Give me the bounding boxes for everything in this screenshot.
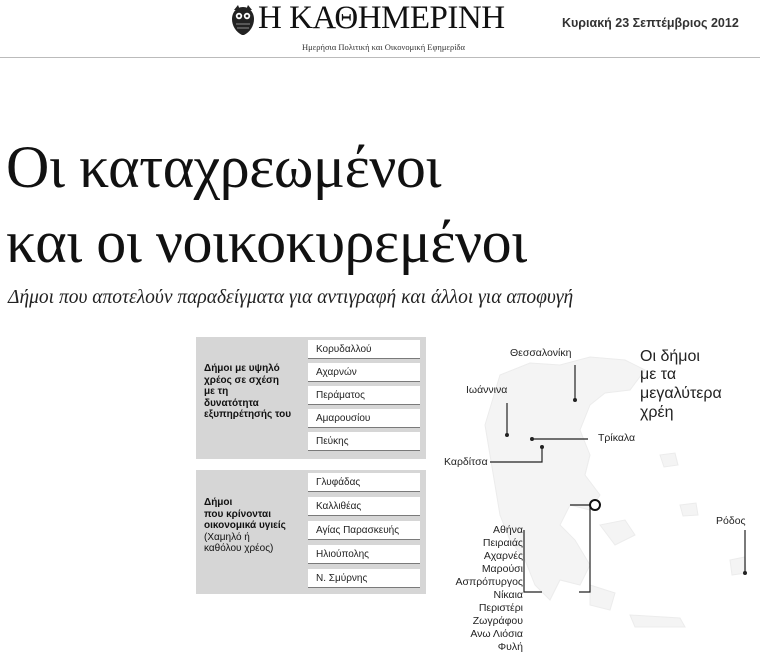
municipality-cell: Πεύκης xyxy=(308,432,420,451)
map-title-line: μεγαλύτερα xyxy=(640,385,722,402)
municipality-cell: Αχαρνών xyxy=(308,363,420,382)
city-label-trikala: Τρίκαλα xyxy=(598,432,636,444)
headline-line-2: και οι νοικοκυρεμένοι xyxy=(6,209,527,275)
newspaper-title: Η ΚΑΘΗΜΕΡΙΝΗ xyxy=(258,0,505,36)
municipality-cell: Αγίας Παρασκευής xyxy=(308,521,420,540)
city-label-karditsa: Καρδίτσα xyxy=(444,456,488,468)
high-debt-label: Δήμοι με υψηλό χρέος σε σχέση με τη δυνατότητα εξυπηρέτησής του xyxy=(204,363,292,420)
city-label-thessaloniki: Θεσσαλονίκη xyxy=(510,347,572,359)
municipality-cell: Κορυδαλλού xyxy=(308,340,420,359)
masthead-divider xyxy=(0,57,760,58)
attica-municipality: Περιστέρι xyxy=(478,602,523,614)
issue-date: Κυριακή 23 Σεπτέμβριος 2012 xyxy=(562,16,739,30)
municipality-cell: Καλλιθέας xyxy=(308,497,420,516)
city-label-ioannina: Ιωάννινα xyxy=(466,384,508,396)
municipality-cell: Ηλιούπολης xyxy=(308,545,420,564)
municipality-cell: Γλυφάδας xyxy=(308,473,420,492)
owl-logo-icon xyxy=(228,4,258,38)
attica-municipality: Αθήνα xyxy=(492,524,523,536)
attica-municipality: Ασπρόπυργος xyxy=(455,576,523,588)
attica-municipality: Πειραιάς xyxy=(482,537,523,549)
municipality-cell: Ν. Σμύρνης xyxy=(308,569,420,588)
attica-municipality: Ζωγράφου xyxy=(472,615,523,627)
map-title-line: Οι δήμοι xyxy=(640,348,700,365)
map-title-line: με τα xyxy=(640,366,677,383)
healthy-label: Δήμοι που κρίνονται οικονομικά υγιείς (Χαμηλό ή καθόλου χρέος) xyxy=(204,497,286,554)
headline-line-1: Οι καταχρεωμένοι xyxy=(6,134,442,200)
attica-municipality: Αχαρνές xyxy=(483,550,523,562)
municipality-cell: Αμαρουσίου xyxy=(308,409,420,428)
city-label-rodos: Ρόδος xyxy=(716,515,746,527)
attica-municipality: Νίκαια xyxy=(493,589,523,601)
subheadline: Δήμοι που αποτελούν παραδείγματα για αντιγραφή και άλλοι για αποφυγή xyxy=(8,287,574,308)
attica-municipality: Μαρούσι xyxy=(481,563,523,575)
attica-municipality: Φυλή xyxy=(497,641,523,653)
high-debt-group xyxy=(196,337,426,459)
attica-municipality: Ανω Λιόσια xyxy=(470,628,523,640)
map-title-line: χρέη xyxy=(640,404,674,421)
newspaper-subtitle: Ημερήσια Πολιτική και Οικονομική Εφημερίδα xyxy=(302,42,465,52)
municipality-cell: Περάματος xyxy=(308,386,420,405)
healthy-group xyxy=(196,470,426,594)
